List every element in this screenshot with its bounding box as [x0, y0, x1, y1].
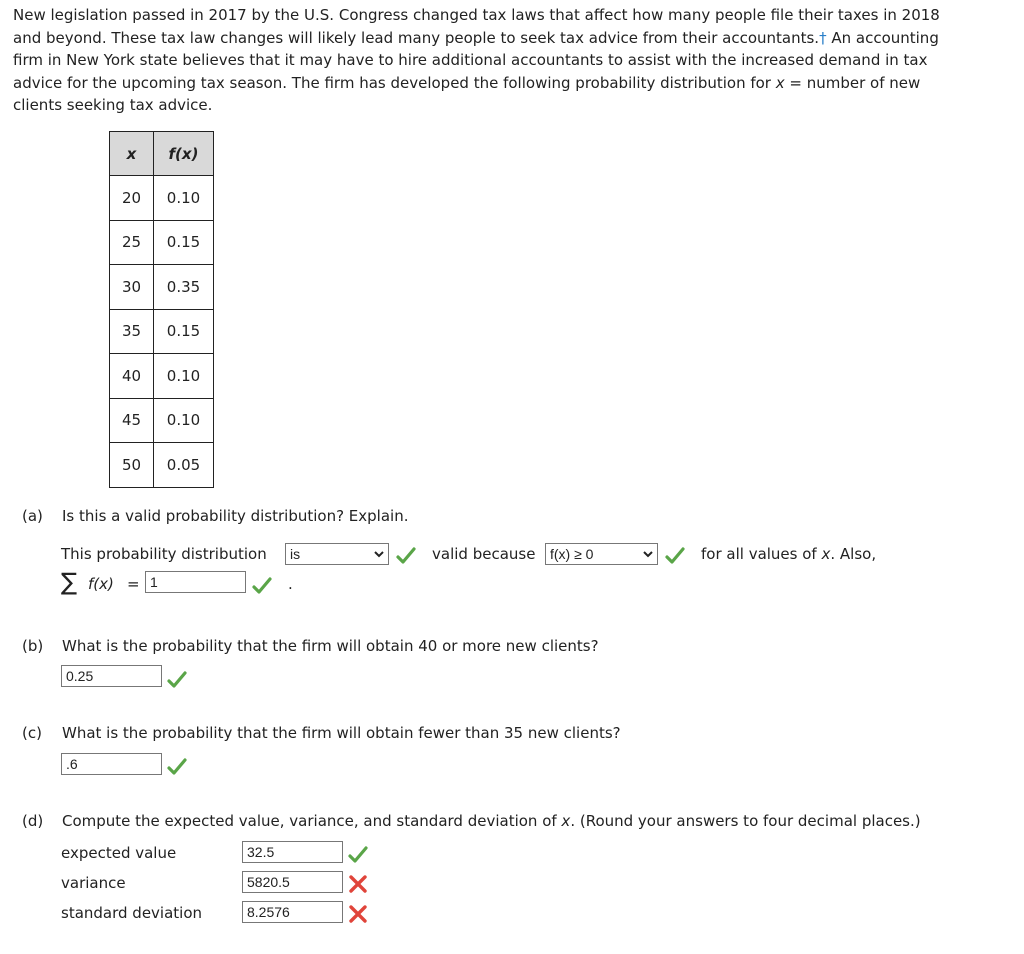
check-icon — [251, 576, 273, 596]
check-icon — [166, 670, 188, 690]
cell-fx: 0.05 — [154, 443, 214, 488]
sentence-period: . — [288, 575, 293, 593]
check-icon — [347, 845, 369, 865]
part-c-question — [22, 724, 621, 742]
chevron-down-icon — [642, 548, 654, 560]
part-a-suffix-post: . Also, — [830, 545, 877, 563]
cell-fx: 0.10 — [154, 354, 214, 399]
cell-fx: 0.10 — [154, 398, 214, 443]
part-a-middle: valid because — [432, 545, 536, 563]
part-d-question — [22, 812, 921, 830]
intro-line-4 — [13, 72, 1013, 95]
validity-select-value: is — [290, 546, 301, 562]
expected-value-label: expected value — [61, 844, 177, 862]
intro-line-4b: = number of new — [784, 73, 921, 92]
cell-fx: 0.15 — [154, 220, 214, 265]
table-header-row — [110, 132, 214, 176]
cell-x: 50 — [110, 443, 154, 488]
part-a-question — [22, 507, 409, 525]
equals-sign: = — [127, 575, 140, 593]
validity-select[interactable] — [285, 543, 389, 565]
x-icon — [347, 874, 369, 894]
intro-line-1: New legislation passed in 2017 by the U.S. Congress changed tax laws that affect how many people file their taxes in 2018 — [13, 6, 940, 24]
intro-line-4a: advice for the upcoming tax season. The firm has developed the following probability distribution for — [13, 73, 776, 92]
x-icon — [347, 904, 369, 924]
table-row — [110, 220, 214, 265]
sum-answer-input[interactable]: 1 — [145, 571, 246, 593]
intro-line-5: clients seeking tax advice. — [13, 96, 213, 114]
part-d-label: (d) — [22, 812, 44, 830]
cell-x: 35 — [110, 309, 154, 354]
part-d-question-post: . (Round your answers to four decimal places.) — [570, 812, 921, 830]
footnote-dagger-link[interactable]: † — [819, 28, 827, 47]
cell-fx: 0.10 — [154, 176, 214, 221]
sum-expression: f(x) — [88, 575, 114, 593]
intro-line-2b: An accounting — [826, 28, 939, 47]
variance-input[interactable]: 5820.5 — [242, 871, 343, 893]
part-c-answer-input[interactable]: .6 — [61, 753, 162, 775]
part-c-question-text: What is the probability that the firm will obtain fewer than 35 new clients? — [62, 724, 621, 742]
cell-fx: 0.35 — [154, 265, 214, 310]
reason-select[interactable] — [545, 543, 658, 565]
table-row — [110, 443, 214, 488]
probability-distribution-table — [109, 131, 214, 488]
check-icon — [166, 757, 188, 777]
table-row — [110, 265, 214, 310]
part-a-suffix-pre: for all values of — [701, 545, 822, 563]
intro-line-3: firm in New York state believes that it may have to hire additional accountants to assist with the increased demand in tax — [13, 51, 928, 69]
header-x: x — [110, 132, 154, 176]
part-a-suffix — [701, 545, 876, 563]
cell-x: 30 — [110, 265, 154, 310]
part-c-label: (c) — [22, 724, 42, 742]
part-b-question — [22, 637, 599, 655]
variance-label: variance — [61, 874, 126, 892]
header-fx: f(x) — [154, 132, 214, 176]
table-row — [110, 354, 214, 399]
check-icon — [395, 546, 417, 566]
problem-intro — [13, 4, 1013, 117]
part-b-label: (b) — [22, 637, 44, 655]
intro-line-2a: and beyond. These tax law changes will likely lead many people to seek tax advice from their accountants. — [13, 28, 820, 47]
part-d-var-x: x — [561, 812, 571, 830]
part-b-question-text: What is the probability that the firm will obtain 40 or more new clients? — [62, 637, 599, 655]
table-row — [110, 398, 214, 443]
part-a-label: (a) — [22, 507, 43, 525]
part-d-question-pre: Compute the expected value, variance, and standard deviation of — [62, 812, 562, 830]
part-a-var-x: x — [821, 545, 831, 563]
cell-x: 45 — [110, 398, 154, 443]
cell-fx: 0.15 — [154, 309, 214, 354]
cell-x: 25 — [110, 220, 154, 265]
standard-deviation-input[interactable]: 8.2576 — [242, 901, 343, 923]
part-a-question-text: Is this a valid probability distribution? Explain. — [62, 507, 409, 525]
part-a-prefix: This probability distribution — [61, 545, 267, 563]
check-icon — [664, 546, 686, 566]
table-row — [110, 176, 214, 221]
intro-line-2 — [13, 27, 1013, 50]
sigma-symbol: ∑ — [61, 568, 78, 596]
cell-x: 20 — [110, 176, 154, 221]
reason-select-value: f(x) ≥ 0 — [550, 546, 594, 562]
intro-var-x: x — [775, 73, 785, 92]
chevron-down-icon — [373, 548, 385, 560]
cell-x: 40 — [110, 354, 154, 399]
part-b-answer-input[interactable]: 0.25 — [61, 665, 162, 687]
table-row — [110, 309, 214, 354]
standard-deviation-label: standard deviation — [61, 904, 203, 922]
expected-value-input[interactable]: 32.5 — [242, 841, 343, 863]
